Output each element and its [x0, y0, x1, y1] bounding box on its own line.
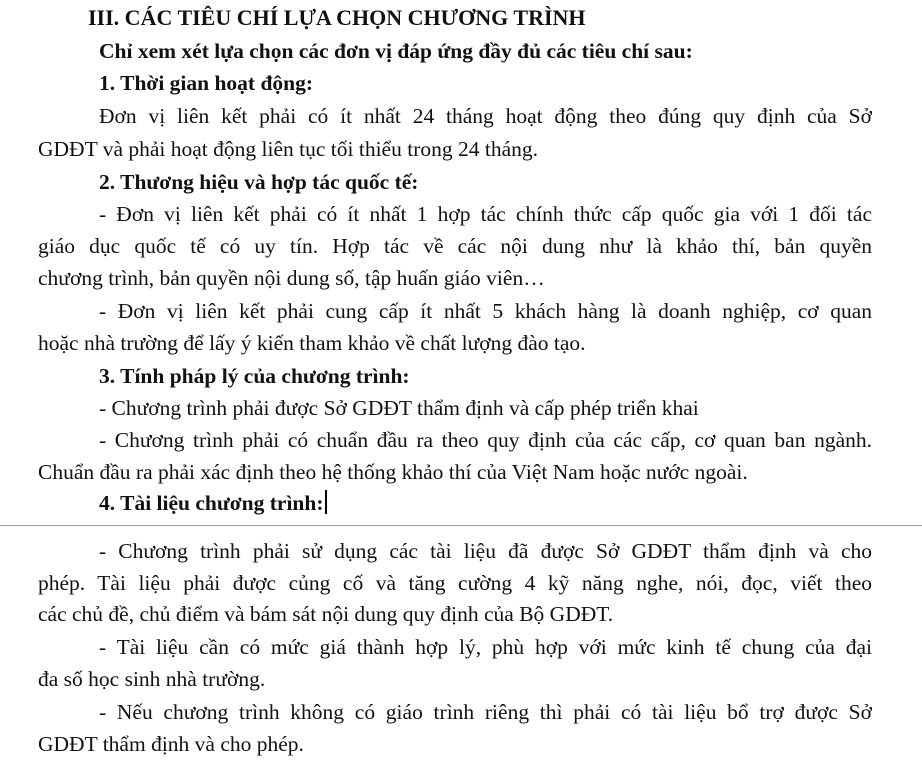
criterion-3-paragraph-line: Chuẩn đầu ra phải xác định theo hệ thống khảo thí của Việt Nam hoặc nước ngoài.	[38, 460, 748, 484]
criterion-4-paragraph-line: phép. Tài liệu phải được củng cố và tăng cường 4 kỹ năng nghe, nói, đọc, viết theo	[38, 571, 872, 595]
criterion-2-paragraph-line: hoặc nhà trường để lấy ý kiến tham khảo về chất lượng đào tạo.	[38, 331, 586, 355]
criterion-1-title: 1. Thời gian hoạt động:	[99, 71, 314, 95]
criterion-3-title: 3. Tính pháp lý của chương trình:	[99, 364, 410, 388]
criterion-3-paragraph-line: - Chương trình phải có chuẩn đầu ra theo quy định của các cấp, cơ quan ban ngành.	[99, 428, 872, 452]
criterion-4-paragraph-line: - Nếu chương trình không có giáo trình riêng thì phải có tài liệu bổ trợ được Sở	[99, 700, 872, 724]
criterion-4-paragraph-line: GDĐT thẩm định và cho phép.	[38, 732, 304, 756]
criterion-4-paragraph-line: các chủ đề, chủ điểm và bám sát nội dung quy định của Bộ GDĐT.	[38, 602, 614, 626]
criterion-4-paragraph-line: - Chương trình phải sử dụng các tài liệu đã được Sở GDĐT thẩm định và cho	[99, 539, 872, 563]
page-break-divider	[0, 525, 922, 526]
criterion-1-paragraph-line: Đơn vị liên kết phải có ít nhất 24 tháng hoạt động theo đúng quy định của Sở	[99, 104, 872, 128]
criterion-4-title: 4. Tài liệu chương trình:	[99, 491, 324, 515]
criterion-2-paragraph-line: chương trình, bản quyền nội dung số, tập huấn giáo viên…	[38, 266, 545, 290]
section-intro: Chỉ xem xét lựa chọn các đơn vị đáp ứng đầy đủ các tiêu chí sau:	[99, 39, 693, 63]
criterion-4-paragraph-line: - Tài liệu cần có mức giá thành hợp lý, phù hợp với mức kinh tế chung của đại	[99, 635, 872, 659]
criterion-2-title: 2. Thương hiệu và hợp tác quốc tế:	[99, 170, 419, 194]
criterion-2-paragraph-line: - Đơn vị liên kết phải cung cấp ít nhất 5 khách hàng là doanh nghiệp, cơ quan	[99, 299, 872, 323]
criterion-1-paragraph-line: GDĐT và phải hoạt động liên tục tối thiểu trong 24 tháng.	[38, 137, 538, 161]
criterion-2-paragraph-line: - Đơn vị liên kết phải có ít nhất 1 hợp tác chính thức cấp quốc gia với 1 đối tác	[99, 202, 872, 226]
criterion-4-paragraph-line: đa số học sinh nhà trường.	[38, 667, 266, 691]
criterion-4-title-row[interactable]	[99, 487, 327, 519]
criterion-2-paragraph-line: giáo dục quốc tế có uy tín. Hợp tác về các nội dung như là khảo thí, bản quyền	[38, 234, 872, 258]
section-heading: III. CÁC TIÊU CHÍ LỰA CHỌN CHƯƠNG TRÌNH	[88, 5, 586, 30]
criterion-3-paragraph-line: - Chương trình phải được Sở GDĐT thẩm định và cấp phép triển khai	[99, 396, 699, 420]
text-cursor	[325, 490, 327, 514]
